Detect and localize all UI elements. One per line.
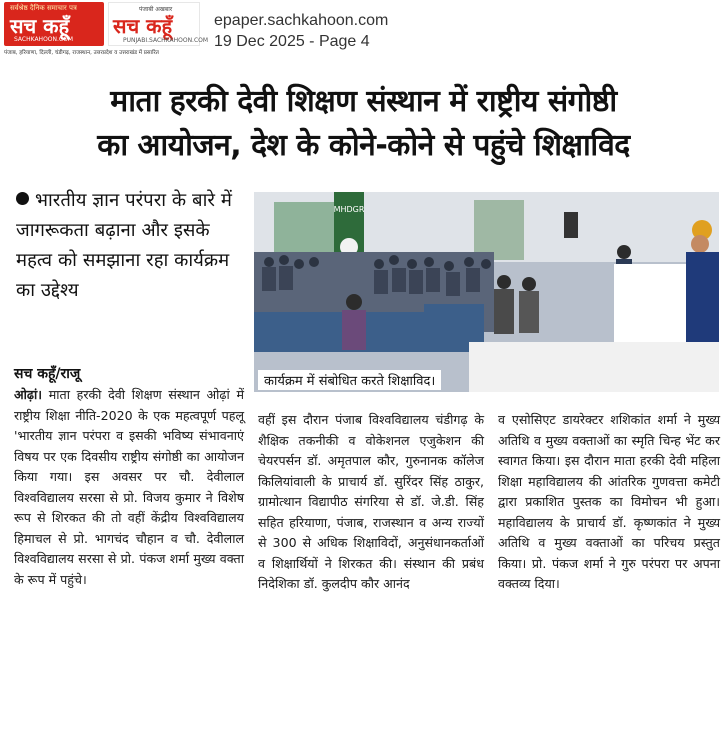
subhead-text: भारतीय ज्ञान परंपरा के बारे में जागरूकता बढ़ाना और इसके महत्व को समझाना रहा कार्यक्रम का उद्देश्य [16,190,232,301]
article-photo [254,192,719,392]
logo-red-block [4,2,104,46]
article-subhead [16,186,244,306]
page-header [0,0,727,70]
photo-caption: कार्यक्रम में संबोधित करते शिक्षाविद। [258,370,441,390]
logo-tagline: सर्वश्रेष्ठ दैनिक समाचार पत्र [10,4,77,12]
article-column-3 [498,410,720,595]
headline-line-1: माता हरकी देवी शिक्षण संस्थान में राष्ट्रीय संगोष्ठी [110,84,617,119]
page-date-info: 19 Dec 2025 - Page 4 [214,33,370,50]
secondary-logo-name: सच कहूँ [113,14,173,38]
newspaper-logo[interactable] [4,2,209,62]
seminar-photo-illustration [254,192,719,392]
column-2-text: वहीं इस दौरान पंजाब विश्वविद्यालय चंडीगढ़ के शैक्षिक तकनीकी व वोकेशनल एजुकेशन की चेयरपर्सन डॉ. अमृतपाल कौर, गुरुनानक कॉलेज किलियांवाली के प्राचार्य डॉ. सुरिंदर सिंह ठाकुर, ग्रामोत्थान विद्यापीठ संगरिया से डॉ. जे.डी. सिंह सहित हरियाणा, पंजाब, राजस्थान व अन्य राज्यों से 300 से अधिक शिक्षाविदों, अनुसंधानकर्ताओं व शिक्षार्थियों ने शिरकत की। संस्थान की प्रबंध निदेशिका डॉ. कुलदीप कौर आनंद [258,412,484,591]
logo-site: SACHKAHOON.COM [14,36,73,43]
bullet-icon [16,192,29,205]
secondary-logo-site: PUNJABI.SACHKAHOON.COM [123,37,209,44]
secondary-logo-tagline: पंजाबी अखबार [139,6,173,13]
column-3-text: व एसोसिएट डायरेक्टर शशिकांत शर्मा ने मुख्य अतिथि व मुख्य वक्ताओं का स्मृति चिन्ह भेंट कर स्वागत किया। इस दौरान माता हरकी देवी महिला शिक्षा महाविद्यालय की आंतरिक गुणवत्ता कमेटी द्वारा प्रकाशित पुस्तक का विमोचन भी हुआ। महाविद्यालय के प्राचार्य डॉ. कृष्णकांत ने मुख्य अतिथि व मुख्य वक्ताओं का परिचय प्रस्तुत किया। प्रो. पंकज शर्मा ने गुरु परंपरा पर अपना वक्तव्य दिया। [498,412,720,591]
source-url[interactable]: epaper.sachkahoon.com [214,12,389,29]
column-1-text: माता हरकी देवी शिक्षण संस्थान ओढ़ां में राष्ट्रीय शिक्षा नीति-2020 के एक महत्वपूर्ण पहलू 'भारतीय ज्ञान परंपरा व इसकी भविष्य संभावनाएं विषय पर एक दिवसीय राष्ट्रीय संगोष्ठी का आयोजन किया गया। इस अवसर पर चौ. देवीलाल विश्वविद्यालय सरसा से प्रो. विजय कुमार ने विशेष रूप से शिरकत की तो वहीं केंद्रीय विश्वविद्यालय हिमाचल से प्रो. भागचंद चौहान व चौ. देवीलाल विश्वविद्यालय सरसा से प्रो. पंकज शर्मा मुख्य वक्ता के रूप में पहुंचे। [14,387,244,587]
logo-name: सच कहूँ [10,14,70,38]
secondary-logo [108,2,209,46]
banner-text: MHDGR [333,205,365,214]
byline: सच कहूँ/राजू [14,366,81,382]
editions-strip: पंजाब, हरियाणा, दिल्ली, चंडीगढ़, राजस्थान, उत्तरप्रदेश व उत्तराखंड में प्रसारित [4,50,159,56]
headline-line-2: का आयोजन, देश के कोने-कोने से पहुंचे शिक्षाविद [97,128,630,163]
article-column-2 [258,410,484,595]
article-column-1 [14,385,244,590]
dateline: ओढ़ां। [14,387,43,402]
article-headline [6,80,721,168]
